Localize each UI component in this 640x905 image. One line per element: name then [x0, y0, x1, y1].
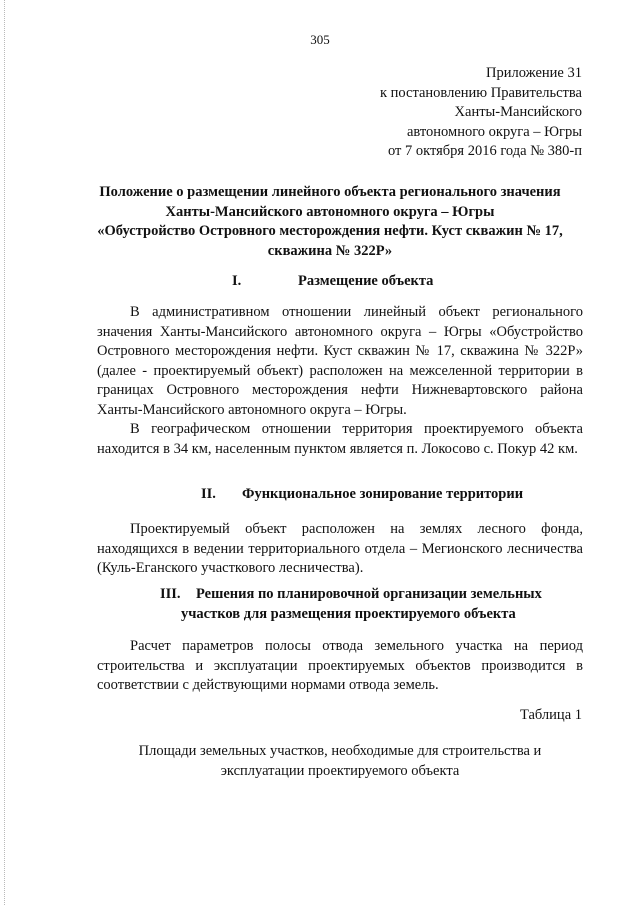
appendix-line: Приложение 31 — [486, 65, 582, 81]
section-2-heading — [201, 485, 523, 505]
section-3-heading — [160, 585, 542, 624]
document-title — [80, 183, 580, 261]
section-2-number: II. — [201, 486, 216, 502]
section-1-paragraph-2: В географическом отношении территория проектируемого объекта находится в 34 км, населенным пунктом является п. Локосово с. Покур 42 км. — [97, 421, 583, 457]
appendix-line: от 7 октября 2016 года № 380-п — [387, 143, 582, 159]
title-line: «Обустройство Островного месторождения нефти. Куст скважин № 17, — [97, 223, 563, 239]
title-line: Ханты-Мансийского автономного округа – Югры — [165, 203, 495, 220]
section-3-heading-line-1 — [160, 585, 542, 605]
section-3-title-line-1: Решения по планировочной организации земельных — [196, 586, 542, 602]
appendix-line: к постановлению Правительства — [380, 84, 582, 101]
appendix-reference — [380, 64, 582, 162]
appendix-line: Ханты-Мансийского — [454, 104, 582, 120]
section-1-paragraph-1: В административном отношении линейный объект регионального значения Ханты-Мансийского автономного округа – Югры «Обустройство Островного месторождения нефти. Куст скважин № 17, скважина № 322Р» (далее - проектируемый объект) расположен на межселенной территории в границах Островного месторождения нефти Нижневартовского района Ханты-Мансийского автономного округа – Югры. — [97, 304, 583, 418]
section-3-paragraph-1: Расчет параметров полосы отвода земельного участка на период строительства и эксплуатации проектируемых объектов производится в соответствии с действующими нормами отвода земель. — [97, 638, 583, 693]
section-1-number: I. — [232, 273, 242, 289]
table-caption-line: Площади земельных участков, необходимые для строительства и — [138, 743, 542, 759]
section-2-title: Функциональное зонирование территории — [242, 486, 524, 502]
table-caption-line: эксплуатации проектируемого объекта — [220, 762, 460, 779]
section-3-title-line-2: участков для размещения проектируемого объекта — [181, 605, 516, 622]
section-1-heading — [232, 272, 433, 292]
title-line: Положение о размещении линейного объекта регионального значения — [99, 184, 561, 200]
section-2-paragraph-1: Проектируемый объект расположен на землях лесного фонда, находящихся в ведении территориального отдела – Мегионского лесничества (Куль-Еганского участкового лесничества). — [97, 521, 583, 576]
section-1-title: Размещение объекта — [298, 273, 434, 289]
table-label: Таблица 1 — [519, 707, 582, 723]
page-number: 305 — [310, 32, 330, 47]
scan-edge-divider — [4, 0, 6, 905]
appendix-line: автономного округа – Югры — [406, 123, 582, 140]
title-line: скважина № 322Р» — [267, 242, 393, 259]
section-3-number: III. — [160, 586, 181, 602]
table-caption — [97, 742, 583, 781]
